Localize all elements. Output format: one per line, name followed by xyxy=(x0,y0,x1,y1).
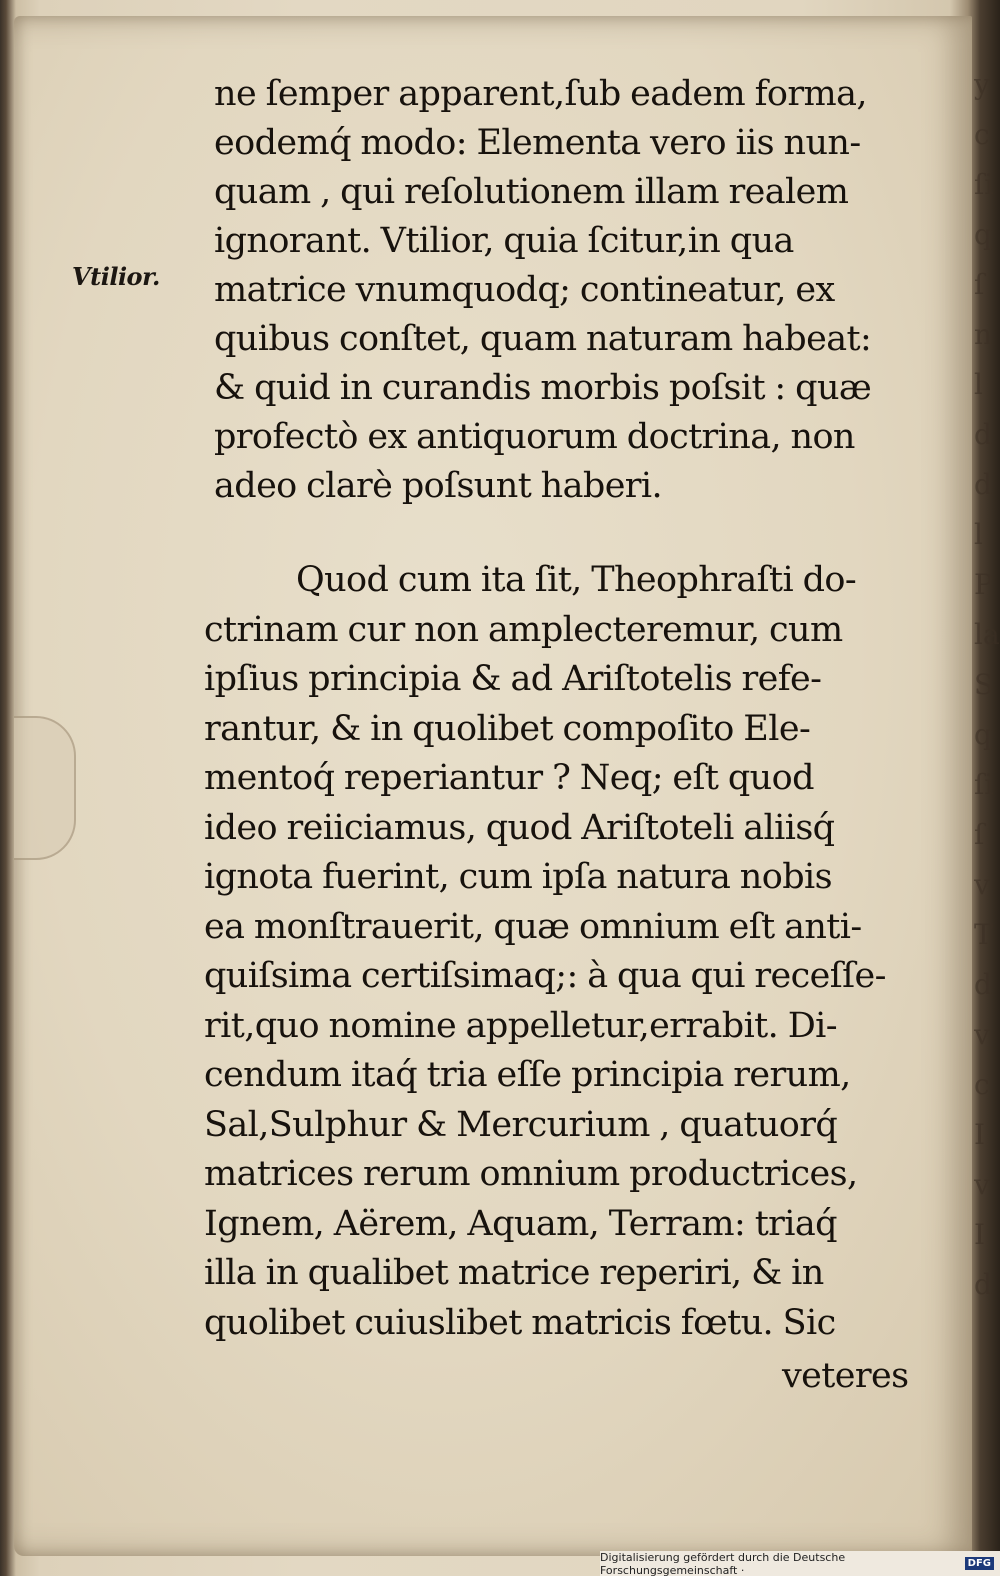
text-line: quolibet cuiuslibet matricis fœtu. Sic xyxy=(204,1302,836,1343)
catchword: veteres xyxy=(782,1356,909,1396)
text-line: ipſius principia & ad Ariſtotelis refe- xyxy=(204,659,822,699)
page-fold xyxy=(14,716,76,860)
text-line: quiſsima certiſsimaq;: à qua qui receſſe- xyxy=(204,956,886,996)
text-line: ea monſtrauerit, quæ omnium eſt anti- xyxy=(204,906,862,947)
text-line: adeo clarè poſsunt haberi. xyxy=(214,466,663,506)
margin-note: Vtilior. xyxy=(72,262,160,291)
text-line: matrices rerum omnium productrices, xyxy=(204,1154,858,1194)
text-line: ideo reiiciamus, quod Ariſtoteli aliisq́ xyxy=(204,807,835,848)
text-line: mentoq́ reperiantur ? Neq; eſt quod xyxy=(204,758,814,798)
text-line: cendum itaq́ tria eſſe principia rerum, xyxy=(204,1055,851,1095)
text-line: eodemq́ modo: Elementa vero iis nun- xyxy=(214,123,861,163)
text-line: Quod cum ita ſit, Theophraſti do- xyxy=(296,560,857,600)
footer-text: Digitalisierung gefördert durch die Deutsche Forschungsgemeinschaft · xyxy=(600,1550,846,1576)
text-line: quibus conſtet, quam naturam habeat: xyxy=(214,319,872,359)
text-line: illa in qualibet matrice reperiri, & in xyxy=(204,1253,824,1293)
text-line: profectò ex antiquorum doctrina, non xyxy=(214,417,855,457)
next-page-edge: y c ſi q ſ n l d d l P la S q ſi ſ v T d v c I v I d xyxy=(974,68,1000,1301)
text-line: rit,quo nomine appelletur,errabit. Di- xyxy=(204,1005,837,1046)
text-line: ignorant. Vtilior, quia ſcitur,in qua xyxy=(214,221,794,261)
text-line: Ignem, Aërem, Aquam, Terram: triaq́ xyxy=(204,1203,837,1244)
footer-credit xyxy=(600,1551,1000,1576)
dfg-logo: DFG xyxy=(965,1557,994,1570)
text-line: ne ſemper apparent,ſub eadem forma, xyxy=(214,74,867,114)
text-line: ignota fuerint, cum ipſa natura nobis xyxy=(204,857,832,897)
text-line: & quid in curandis morbis poſsit : quæ xyxy=(214,368,872,408)
text-line: rantur, & in quolibet compoſito Ele- xyxy=(204,708,811,749)
text-line: ctrinam cur non amplecteremur, cum xyxy=(204,609,843,650)
text-line: quam , qui reſolutionem illam realem xyxy=(214,172,849,212)
text-line: Sal,Sulphur & Mercurium , quatuorq́ xyxy=(204,1104,838,1145)
text-line: matrice vnumquodq; contineatur, ex xyxy=(214,270,835,310)
